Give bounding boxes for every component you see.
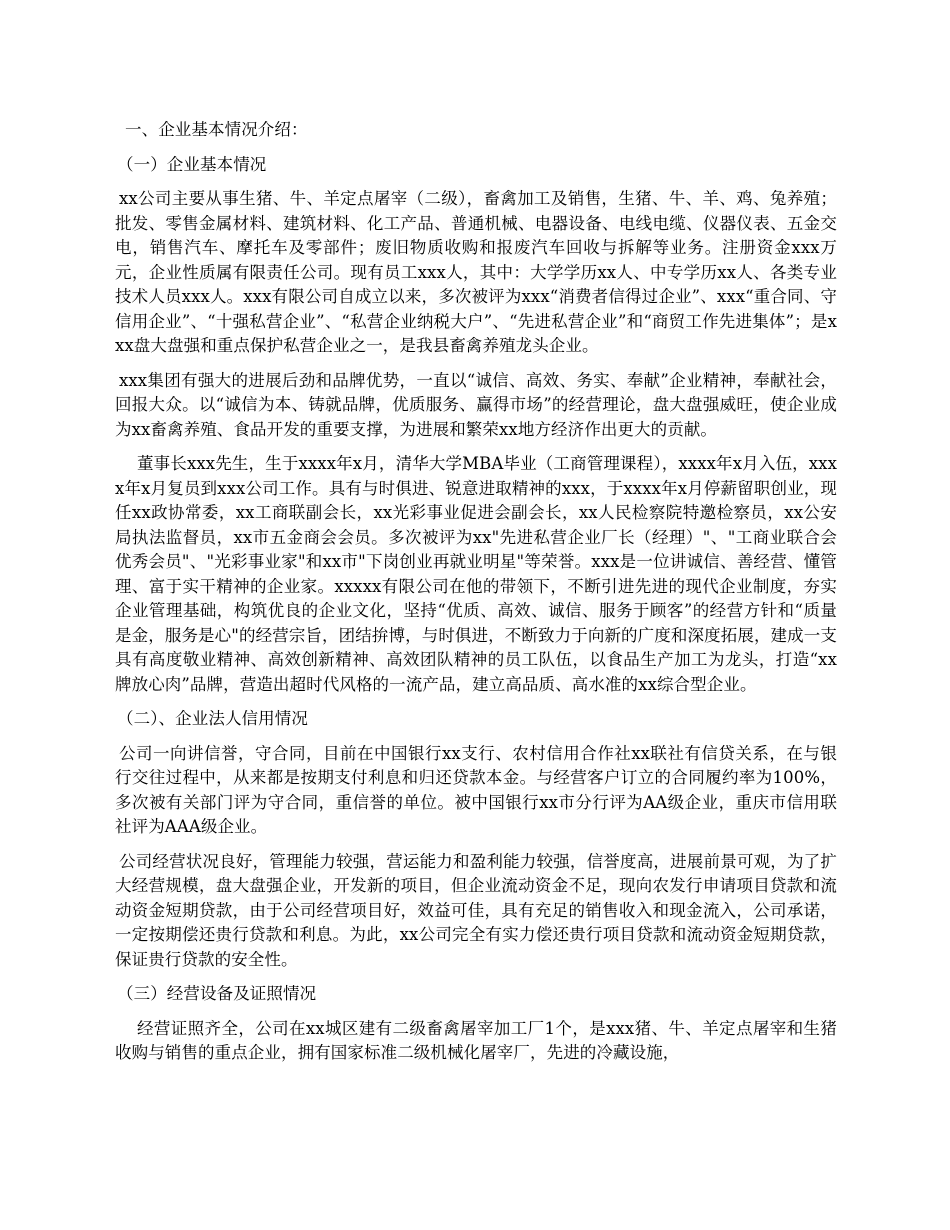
paragraph-loan-application: 公司经营状况良好，管理能力较强，营运能力和盈利能力较强，信誉度高，进展前景可观，为了扩大经营规模，盘大盘强企业，开发新的项目，但企业流动资金不足，现向农发行申请项目贷款和流动资金短期贷款，由于公司经营项目好，效益可佳，具有充足的销售收入和现金流入，公司承诺，一定按期偿还贵行贷款和利息。为此，xx公司完全有实力偿还贵行项目贷款和流动资金短期贷款，保证贵行贷款的安全性。 [115, 851, 837, 969]
section-title-basic-info: （一）企业基本情况 [117, 154, 267, 174]
section-title-equipment-licenses: （三）经营设备及证照情况 [117, 984, 317, 1003]
paragraph-group-advantages: xxx集团有强大的进展后劲和品牌优势，一直以“诚信、高效、务实、奉献”企业精神，奉献社会，回报大众。以“诚信为本、铸就品牌，优质服务、赢得市场”的经营理论，盘大盘强威旺，使企业成为xx畜禽养殖、食品开发的重要支撑，为进展和繁荣xx地方经济作出更大的贡献。 [115, 370, 837, 439]
paragraph-credit-record: 公司一向讲信誉，守合同，目前在中国银行xx支行、农村信用合作社xx联社有信贷关系，在与银行交往过程中，从来都是按期支付利息和归还贷款本金。与经营客户订立的合同履约率为100%，多次被有关部门评为守合同，重信誉的单位。被中国银行xx市分行评为AA级企业，重庆市信用联社评为AAA级企业。 [115, 743, 837, 836]
document-body [115, 118, 837, 1076]
heading-enterprise-overview: 一、企业基本情况介绍： [125, 120, 308, 139]
paragraph-licenses-facilities: 经营证照齐全，公司在xx城区建有二级畜禽屠宰加工厂1个，是xxx猪、牛、羊定点屠宰和生猪收购与销售的重点企业，拥有国家标准二级机械化屠宰厂，先进的冷藏设施， [115, 1018, 837, 1062]
section-title-credit: （二）、企业法人信用情况 [117, 709, 308, 728]
paragraph-chairman-profile: 董事长xxx先生，生于xxxx年x月，清华大学MBA毕业（工商管理课程），xxxx年x月入伍，xxxx年x月复员到xxx公司工作。具有与时俱进、锐意进取精神的xxx，于xxxx年x月停薪留职创业，现任xx政协常委，xx工商联副会长，xx光彩事业促进会副会长，xx人民检察院特邀检察员，xx公安局执法监督员，xx市五金商会会员。多次被评为xx"先进私营企业厂长（经理）"、"工商业联合会优秀会员"、"光彩事业家"和xx市"下岗创业再就业明星"等荣誉。xxx是一位讲诚信、善经营、懂管理、富于实干精神的企业家。xxxxx有限公司在他的带领下，不断引进先进的现代企业制度，夯实企业管理基础，构筑优良的企业文化，坚持“优质、高效、诚信、服务于顾客”的经营方针和“质量是金，服务是心"的经营宗旨，团结拚博，与时俱进，不断致力于向新的广度和深度拓展，建成一支具有高度敬业精神、高效创新精神、高效团队精神的员工队伍，以食品生产加工为龙头，打造“xx牌放心肉”品牌，营造出超时代风格的一流产品，建立高品质、高水准的xx综合型企业。 [115, 454, 837, 694]
paragraph-company-business: xx公司主要从事生猪、牛、羊定点屠宰（二级），畜禽加工及销售，生猪、牛、羊、鸡、兔养殖；批发、零售金属材料、建筑材料、化工产品、普通机械、电器设备、电线电缆、仪器仪表、五金交电，销售汽车、摩托车及零部件；废旧物质收购和报废汽车回收与拆解等业务。注册资金xxx万元，企业性质属有限责任公司。现有员工xxx人，其中：大学学历xx人、中专学历xx人、各类专业技术人员xxx人。xxx有限公司自成立以来，多次被评为xxx“消费者信得过企业”、xxx“重合同、守信用企业”、“十强私营企业”、“私营企业纳税大户”、“先进私营企业”和“商贸工作先进集体”；是xxx盘大盘强和重点保护私营企业之一，是我县畜禽养殖龙头企业。 [115, 189, 837, 355]
